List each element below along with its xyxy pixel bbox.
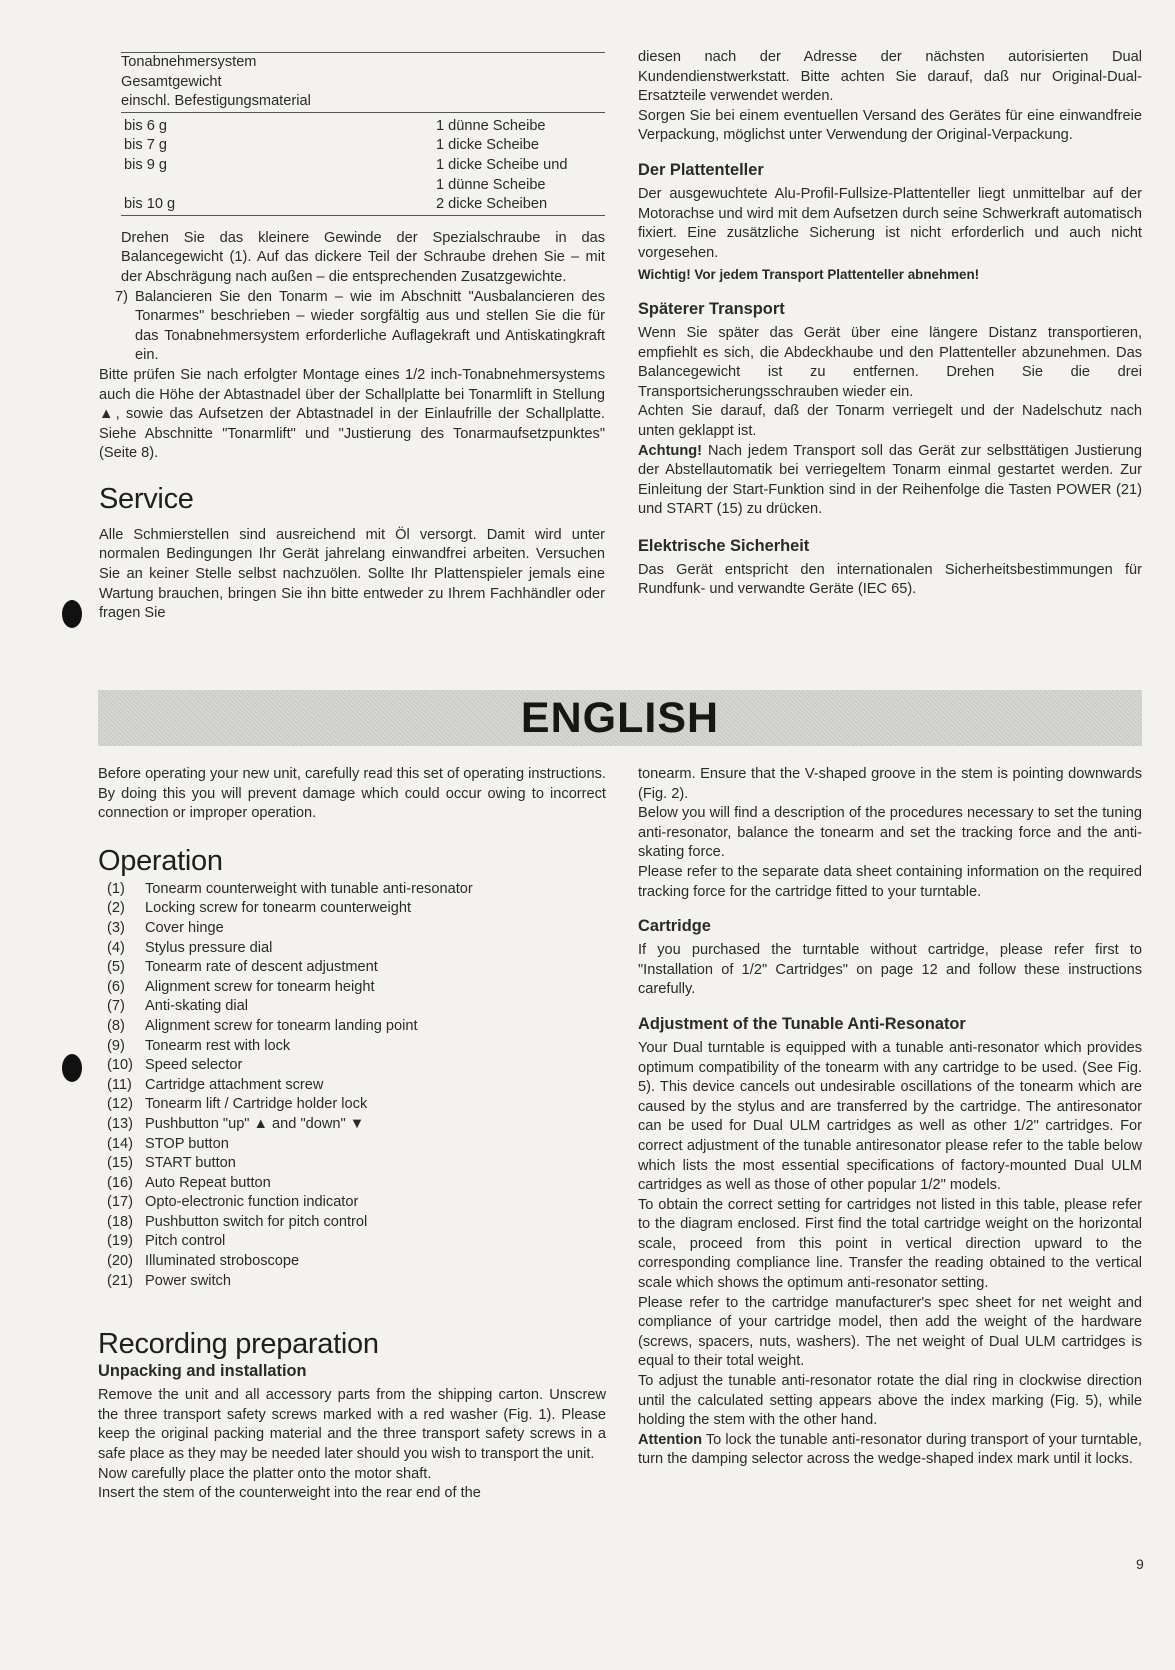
paragraph-drehen: Drehen Sie das kleinere Gewinde der Spezialschraube in das Balancegewicht (1). Auf das dickere Teil der Schraube drehen Sie – mit der Abschrägung nach außen – die entsprechenden Zusatzgewichte.	[121, 229, 605, 285]
item-number: (14)	[107, 1135, 133, 1152]
attention-text: To lock the tunable anti-resonator during transport of your turntable, turn the damping selector across the wedge-shaped index mark until it locks.	[638, 1431, 1142, 1468]
plattenteller-heading: Der Plattenteller	[638, 160, 764, 179]
service-heading: Service	[99, 482, 194, 515]
step-text: Balancieren Sie den Tonarm – wie im Abschnitt "Ausbalancieren des Tonarmes" beschrieben – wieder sorgfältig aus und stellen Sie die für das Tonabnehmersystem erforderliche Auflagekraft und Antiskatingkraft ein.	[135, 288, 605, 364]
item-number: (15)	[107, 1155, 133, 1172]
cartridge-heading: Cartridge	[638, 917, 711, 936]
step-7	[115, 288, 605, 366]
transport-text: Wenn Sie später das Gerät über eine längere Distanz transportieren, empfiehlt es sich, die Abdeckhaube und den Plattenteller abzunehmen. Das Balancegewicht ist zu entfernen. Drehen Sie die drei Transportsicherungsschrauben wieder ein.	[638, 324, 1142, 400]
english-right-column	[638, 765, 1142, 1470]
english-left-column	[98, 765, 606, 1504]
list-item	[107, 880, 606, 900]
step-number: 7)	[115, 288, 128, 305]
item-label: Opto-electronic function indicator	[145, 1194, 359, 1211]
item-number: (10)	[107, 1057, 133, 1074]
transport-text-2: Achten Sie darauf, daß der Tonarm verriegelt und der Nadelschutz nach unten geklappt ist.	[638, 403, 1142, 439]
list-item	[107, 1272, 606, 1292]
list-item	[107, 1232, 606, 1252]
item-label: Pitch control	[145, 1233, 226, 1250]
cartridge-text: If you purchased the turntable without cartridge, please refer first to "Installation of 1/2" Cartridges" on page 12 and follow these instructions carefully.	[638, 942, 1142, 998]
parts-list	[98, 880, 606, 1291]
item-number: (7)	[107, 998, 125, 1015]
anti-resonator-text: Your Dual turntable is equipped with a tunable anti-resonator which provides optimum compatibility of the tonearm with any cartridge to be used. (See Fig. 5). This device cancels out undesirable oscillations of the tonearm which are caused by the stylus and are transferred by the cartridge. The antiresonator can be used for Dual ULM cartridges as well as other 1/2" cartridges. For correct adjustment of the tunable antiresonator please refer to the table below which lists the most essential specifications of factory-mounted Dual ULM cartridges as well as those of other popular 1/2" models.	[638, 1039, 1142, 1194]
item-label: Alignment screw for tonearm height	[145, 978, 375, 995]
list-item	[107, 958, 606, 978]
banner-title: ENGLISH	[520, 693, 720, 742]
intro-text: Before operating your new unit, carefully read this set of operating instructions. By doing this you will prevent damage which could occur owing to incorrect connection or improper operation.	[98, 766, 606, 822]
list-item	[107, 1154, 606, 1174]
sicherheit-text: Das Gerät entspricht den internationalen Sicherheitsbestimmungen für Rundfunk- und verwandte Geräte (IEC 65).	[638, 561, 1142, 598]
item-number: (21)	[107, 1272, 133, 1289]
list-item	[107, 978, 606, 998]
english-banner	[98, 690, 1142, 746]
attention-paragraph	[638, 1431, 1142, 1470]
table-row: bis 10 g 2 dicke Scheiben	[121, 195, 605, 215]
list-item	[107, 1037, 606, 1057]
transport-heading: Späterer Transport	[638, 299, 785, 318]
unpacking-heading: Unpacking and installation	[98, 1362, 307, 1381]
service-continued: diesen nach der Adresse der nächsten autorisierten Dual Kundendienstwerkstatt. Bitte achten Sie darauf, daß nur Original-Dual-Ersatzteile verwendet werden.	[638, 49, 1142, 105]
list-item	[107, 1076, 606, 1096]
item-label: Stylus pressure dial	[145, 939, 273, 956]
item-number: (20)	[107, 1253, 133, 1270]
german-left-column	[99, 52, 605, 624]
list-item	[107, 1174, 606, 1194]
header-line: einschl. Befestigungsmaterial	[121, 93, 311, 110]
item-label: Tonearm counterweight with tunable anti-resonator	[145, 880, 473, 897]
operation-heading: Operation	[98, 844, 223, 877]
item-number: (11)	[107, 1076, 132, 1093]
header-line: Gesamtgewicht	[121, 73, 222, 90]
item-number: (1)	[107, 880, 125, 897]
item-label: Locking screw for tonearm counterweight	[145, 900, 412, 917]
achtung-paragraph	[638, 442, 1142, 520]
list-item	[107, 1135, 606, 1155]
item-label: Cartridge attachment screw	[145, 1076, 324, 1093]
table-row: bis 7 g 1 dicke Scheibe	[124, 137, 540, 154]
item-number: (8)	[107, 1017, 125, 1034]
item-label: Pushbutton "up" ▲ and "down" ▼	[145, 1115, 365, 1132]
list-item	[107, 899, 606, 919]
table-row: bis 6 g 1 dünne Scheibe	[124, 117, 546, 134]
procedures-text: Below you will find a description of the procedures necessary to set the tuning anti-resonator, balance the tonearm and set the tracking force and the anti-skating force.	[638, 805, 1142, 861]
list-item	[107, 1115, 606, 1135]
anti-resonator-text-4: To adjust the tunable anti-resonator rotate the dial ring in clockwise direction until the calculated setting appears above the index marking (Fig. 5), while holding the stem with the other hand.	[638, 1373, 1142, 1429]
table-row: bis 9 g 1 dicke Scheibe und	[124, 156, 568, 173]
item-number: (18)	[107, 1213, 133, 1230]
binder-hole	[62, 1054, 82, 1082]
plattenteller-text: Der ausgewuchtete Alu-Profil-Fullsize-Plattenteller liegt unmittelbar auf der Motorachse und wird mit dem Aufsetzen durch seine Schwerkraft automatisch fixiert. Eine zusätzliche Sicherung ist nicht erforderlich und auch nicht vorgesehen.	[638, 185, 1142, 261]
attention-label: Attention	[638, 1431, 703, 1448]
unpacking-text-3: Insert the stem of the counterweight into the rear end of the	[98, 1485, 481, 1502]
binder-hole	[62, 600, 82, 628]
item-number: (16)	[107, 1174, 133, 1191]
page-number: 9	[1136, 1556, 1144, 1572]
anti-resonator-text-3: Please refer to the cartridge manufacturer's spec sheet for net weight and compliance of your cartridge model, then add the weight of the hardware (screws, spacers, nuts, washers). The net weight of Dual ULM cartridges is equal to their total weight.	[638, 1294, 1142, 1370]
item-number: (13)	[107, 1115, 133, 1132]
anti-resonator-text-2: To obtain the correct setting for cartridges not listed in this table, please refer to the diagram enclosed. First find the total cartridge weight on the horizontal scale, proceed from this point in vertical direction upward to the corresponding compliance line. Transfer the reading obtained to the vertical scale which shows the optimum anti-resonator setting.	[638, 1196, 1142, 1292]
german-right-column	[638, 48, 1142, 600]
table-row: 1 dünne Scheibe	[436, 176, 546, 193]
item-number: (19)	[107, 1233, 133, 1250]
item-label: Tonearm rate of descent adjustment	[145, 959, 378, 976]
cartridge-weight-table	[121, 52, 605, 216]
unpacking-text: Remove the unit and all accessory parts from the shipping carton. Unscrew the three transport safety screws marked with a red washer (Fig. 1). Please keep the original packing material and the three transport safety screws in a safe place as they may be needed later should you wish to transport the unit.	[98, 1387, 606, 1463]
item-number: (5)	[107, 959, 125, 976]
item-label: Anti-skating dial	[145, 998, 249, 1015]
item-label: Power switch	[145, 1272, 231, 1289]
anti-resonator-heading: Adjustment of the Tunable Anti-Resonator	[638, 1014, 966, 1033]
item-label: STOP button	[145, 1135, 229, 1152]
item-label: Speed selector	[145, 1057, 243, 1074]
versand-text: Sorgen Sie bei einem eventuellen Versand des Gerätes für eine einwandfreie Verpackung, möglichst unter Verwendung der Original-Verpackung.	[638, 107, 1142, 144]
list-item	[107, 1095, 606, 1115]
tonearm-continued: tonearm. Ensure that the V-shaped groove in the stem is pointing downwards (Fig. 2).	[638, 766, 1142, 802]
weight-table-header	[121, 53, 605, 113]
item-number: (6)	[107, 978, 125, 995]
list-item	[107, 1193, 606, 1213]
paragraph-bitte: Bitte prüfen Sie nach erfolgter Montage eines 1/2 inch-Tonabnehmersystems auch die Höhe der Abtastnadel über der Schallplatte bei Tonarmlift in Stellung ▲, sowie das Aufsetzen der Abtastnadel in der Einlaufrille der Schallplatte. Siehe Abschnitte "Tonarmlift" und "Justierung des Tonarmaufsetzpunktes" (Seite 8).	[99, 366, 605, 462]
item-label: Alignment screw for tonearm landing point	[145, 1017, 418, 1034]
item-number: (4)	[107, 939, 125, 956]
list-item	[107, 1056, 606, 1076]
list-item	[107, 939, 606, 959]
recording-heading: Recording preparation	[98, 1328, 379, 1361]
item-label: Illuminated stroboscope	[145, 1253, 300, 1270]
list-item	[107, 997, 606, 1017]
unpacking-text-2: Now carefully place the platter onto the motor shaft.	[98, 1465, 432, 1482]
item-label: Auto Repeat button	[145, 1174, 271, 1191]
achtung-label: Achtung!	[638, 442, 703, 459]
item-number: (12)	[107, 1096, 133, 1113]
wichtig-note: Wichtig! Vor jedem Transport Plattenteller abnehmen!	[638, 267, 980, 283]
list-item	[107, 1213, 606, 1233]
sicherheit-heading: Elektrische Sicherheit	[638, 536, 810, 555]
item-number: (3)	[107, 919, 125, 936]
item-label: Tonearm lift / Cartridge holder lock	[145, 1096, 368, 1113]
achtung-text: Nach jedem Transport soll das Gerät zur selbsttätigen Justierung der Abstellautomatik bei verriegeltem Tonarm einmal gestartet werden. Zur Einleitung der Start-Funktion sind in der Reihenfolge die Tasten POWER (21) und START (15) zu drücken.	[638, 442, 1142, 518]
header-line: Tonabnehmersystem	[121, 54, 257, 70]
item-number: (2)	[107, 900, 125, 917]
item-label: Cover hinge	[145, 919, 224, 936]
service-text: Alle Schmierstellen sind ausreichend mit Öl versorgt. Damit wird unter normalen Bedingungen Ihr Gerät jahrelang einwandfrei arbeiten. Versuchen Sie an keiner Stelle selbst nachzuölen. Sollte Ihr Plattenspieler jemals eine Wartung brauchen, bringen Sie ihn bitte entweder zu Ihrem Fachhändler oder fragen Sie	[99, 526, 605, 622]
item-label: START button	[145, 1155, 236, 1172]
list-item	[107, 1252, 606, 1272]
item-label: Tonearm rest with lock	[145, 1037, 291, 1054]
item-number: (17)	[107, 1194, 133, 1211]
list-item	[107, 919, 606, 939]
item-label: Pushbutton switch for pitch control	[145, 1213, 368, 1230]
datasheet-text: Please refer to the separate data sheet containing information on the required tracking force for the cartridge fitted to your turntable.	[638, 863, 1142, 900]
item-number: (9)	[107, 1037, 125, 1054]
list-item	[107, 1017, 606, 1037]
